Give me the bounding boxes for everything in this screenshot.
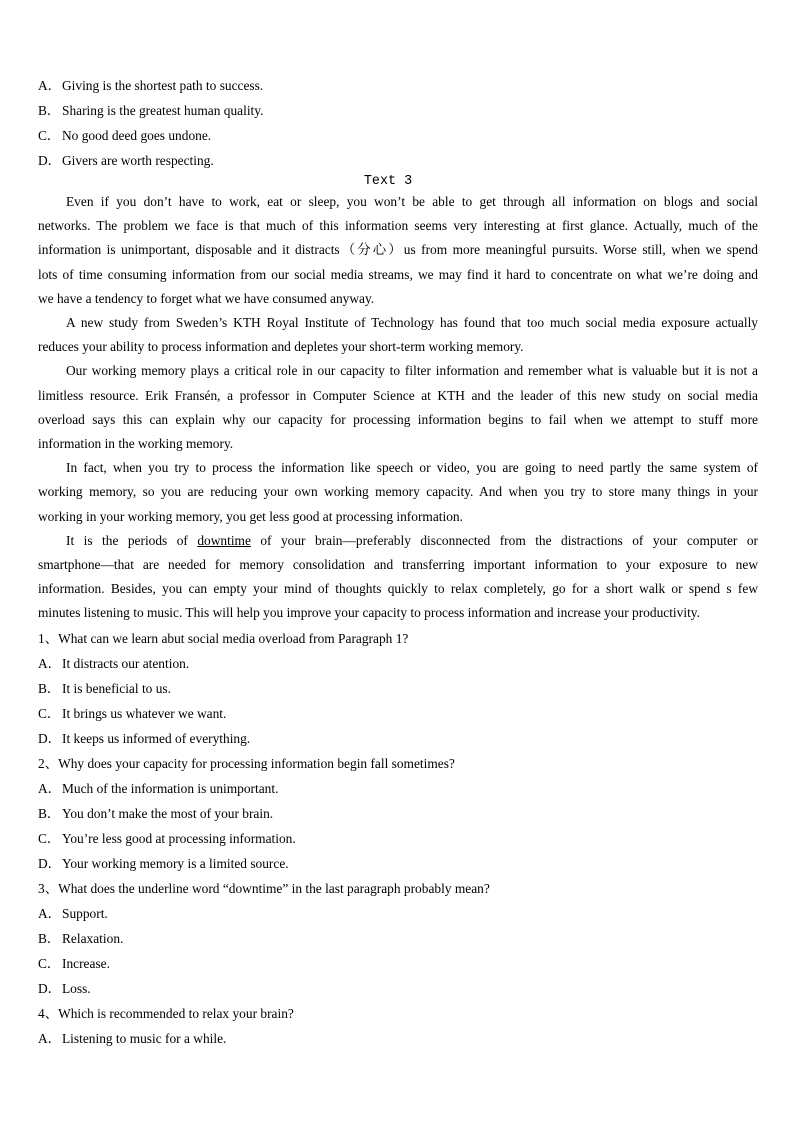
text-run: It is the periods of: [66, 532, 198, 548]
text-run: of your brain—preferably disconnected from the distractions of your computer or: [250, 532, 758, 548]
paragraph-line: working in your working memory, you get less good at processing information.: [38, 508, 463, 524]
paragraph-line: information is unimportant, disposable and it distracts（分心）us from more meaningful pursuits. Worse still, when we spend: [38, 242, 758, 258]
option-text: It distracts our atention.: [62, 655, 190, 671]
question-number: 2、: [38, 755, 59, 771]
question-text: Which is recommended to relax your brain?: [58, 1005, 294, 1021]
option-d: [38, 851, 758, 876]
option-label: C．: [38, 955, 61, 971]
option-text: Loss.: [62, 980, 91, 996]
paragraph-line: working memory, so you are reducing your own working memory capacity. And when you try to store many things in your: [38, 484, 758, 500]
prev-question-options: [38, 73, 758, 173]
option-c: [38, 826, 758, 851]
option-text: Relaxation.: [62, 930, 124, 946]
option-text: Much of the information is unimportant.: [62, 780, 279, 796]
option-b: [38, 98, 758, 123]
paragraph-line: information. Besides, you can empty your mind of thoughts quickly to relax completely, go for a short walk or spend s few: [38, 581, 758, 597]
option-d: [38, 976, 758, 1001]
option-label: D．: [38, 153, 62, 168]
question-stem: [38, 876, 758, 901]
option-label: A．: [38, 905, 62, 921]
passage-paragraph-2: [38, 311, 758, 359]
question-stem: [38, 751, 758, 776]
option-a: [38, 73, 758, 98]
option-text: Your working memory is a limited source.: [62, 855, 289, 871]
option-text: It keeps us informed of everything.: [62, 730, 251, 746]
option-text: No good deed goes undone.: [62, 128, 212, 143]
option-text: Increase.: [62, 955, 110, 971]
option-text: Listening to music for a while.: [62, 1030, 227, 1046]
paragraph-line: overload says this can explain why our capacity for processing information begins to fail when we attempt to stuff more: [38, 411, 758, 427]
paragraph-line: reduces your ability to process information and depletes your short-term working memory.: [38, 339, 524, 355]
option-b: [38, 801, 758, 826]
passage-paragraph-3: [38, 359, 758, 456]
option-text: It is beneficial to us.: [62, 680, 171, 696]
option-text: It brings us whatever we want.: [62, 705, 227, 721]
question-2: [38, 751, 758, 876]
paragraph-line: Even if you don’t have to work, eat or sleep, you won’t be able to get through all information on blogs and social: [66, 194, 758, 209]
option-d: [38, 726, 758, 751]
option-label: D．: [38, 855, 62, 871]
option-c: [38, 951, 758, 976]
paragraph-line: A new study from Sweden’s KTH Royal Institute of Technology has found that too much social media exposure actually: [66, 315, 758, 331]
option-label: B．: [38, 103, 61, 118]
option-label: B．: [38, 930, 61, 946]
passage-paragraph-4: [38, 456, 758, 529]
paragraph-line: minutes listening to music. This will help you improve your capacity to process information and increase your productivity.: [38, 605, 700, 621]
option-a: [38, 901, 758, 926]
option-text: Sharing is the greatest human quality.: [62, 103, 264, 118]
option-text: Givers are worth respecting.: [62, 153, 214, 168]
option-label: A．: [38, 655, 62, 671]
paragraph-line: limitless resource. Erik Fransén, a professor in Computer Science at KTH and the leader of this new study on social media: [38, 387, 758, 403]
option-label: B．: [38, 805, 61, 821]
option-label: D．: [38, 730, 62, 746]
paragraph-line: lots of time consuming information from our social media streams, we may find it hard to concentrate on what we’re doing and: [38, 266, 758, 282]
underlined-word-downtime: downtime: [197, 532, 251, 548]
option-label: A．: [38, 78, 62, 93]
option-b: [38, 676, 758, 701]
passage-paragraph-5: [38, 529, 758, 626]
option-label: C．: [38, 830, 61, 846]
option-d: [38, 148, 758, 173]
option-label: D．: [38, 980, 62, 996]
question-stem: [38, 626, 758, 651]
option-a: [38, 776, 758, 801]
question-stem: [38, 1001, 758, 1026]
question-4: [38, 1001, 758, 1051]
option-a: [38, 651, 758, 676]
option-c: [38, 701, 758, 726]
question-text: Why does your capacity for processing information begin fall sometimes?: [58, 755, 455, 771]
question-1: [38, 626, 758, 751]
option-text: You don’t make the most of your brain.: [62, 805, 274, 821]
question-number: 1、: [38, 630, 59, 646]
option-c: [38, 123, 758, 148]
paragraph-line: Our working memory plays a critical role in our capacity to filter information and remember what is valuable but it is not a: [66, 363, 758, 379]
paragraph-line: [38, 529, 758, 553]
option-b: [38, 926, 758, 951]
option-label: A．: [38, 1030, 62, 1046]
option-label: B．: [38, 680, 61, 696]
option-label: A．: [38, 780, 62, 796]
paragraph-line: networks. The problem we face is that much of this information seems very interesting at first glance. Actually, much of the: [38, 218, 758, 234]
option-text: Support.: [62, 905, 108, 921]
passage-paragraph-1: [38, 190, 758, 311]
paragraph-line: information in the working memory.: [38, 436, 234, 452]
option-text: Giving is the shortest path to success.: [62, 78, 264, 93]
paragraph-line: In fact, when you try to process the information like speech or video, you are going to need partly the same system of: [66, 460, 758, 476]
question-3: [38, 876, 758, 1001]
option-a: [38, 1026, 758, 1051]
option-label: C．: [38, 128, 61, 143]
document-page: [38, 73, 758, 1051]
paragraph-line: we have a tendency to forget what we have consumed anyway.: [38, 290, 375, 306]
question-text: What can we learn abut social media overload from Paragraph 1?: [58, 630, 409, 646]
question-number: 4、: [38, 1005, 59, 1021]
passage-title: Text 3: [363, 174, 413, 189]
question-number: 3、: [38, 880, 59, 896]
option-label: C．: [38, 705, 61, 721]
option-text: You’re less good at processing information.: [62, 830, 296, 846]
question-text: What does the underline word “downtime” in the last paragraph probably mean?: [58, 880, 490, 896]
paragraph-line: smartphone—that are needed for memory consolidation and transferring important information to your exposure to new: [38, 557, 758, 573]
